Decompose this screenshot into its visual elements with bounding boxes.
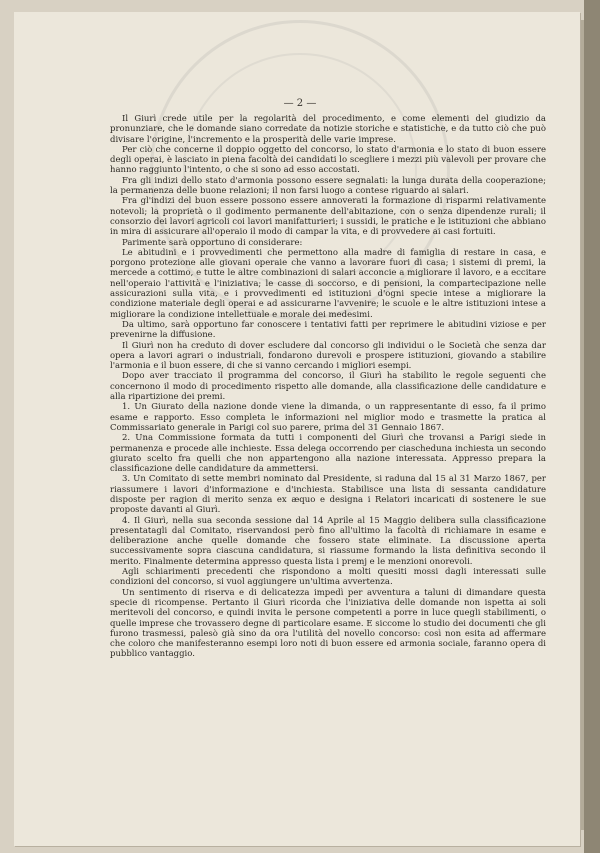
paragraph: 1. Un Giurato della nazione donde viene la dimanda, o un rappresentante di esso, fa il primo esame e rapporto. Esso completa le informazioni nel miglior modo e trasmette la pratica al Commissariato generale in Parigi col suo parere, prima del 31 Gennaio 1867. [110,402,546,433]
paragraph: Parimente sarà opportuno di considerare: [122,237,303,248]
paragraph: Agli schiarimenti precedenti che rispondono a molti quesiti mossi dagli interessati sulle condizioni del concorso, si vuol aggiungere un'ultima avvertenza. [110,567,546,588]
paragraph: 4. Il Giurì, nella sua seconda sessione dal 14 Aprile al 15 Maggio delibera sulla classificazione presentatagli dal Comitato, riservandosi però fino all'ultimo la facoltà di richiamare in esame e deliberazione anche quelle domande che fossero state eliminate. La discussione aperta successivamente sopra ciascuna candidatura, si riassume formando la lista definitiva secondo il merito. Finalmente determina appresso questa lista i premj e le menzioni onorevoli. [110,515,546,567]
paragraph: 2. Una Commissione formata da tutti i componenti del Giurì che trovansi a Parigi siede in permanenza e procede alle inchieste. Essa delega occorrendo per ciascheduna inchiesta un secondo giurato scelto fra quelli che non appartengono alla nazione interessata. Appresso prepara la classificazione delle candidature da ammettersi. [110,433,546,475]
page-number: — 2 — [283,98,317,109]
paragraph: Dopo aver tracciato il programma del concorso, il Giurì ha stabilito le regole seguenti che concernono il modo di procedimento rispetto alle domande, alla classificazione delle candidature e alla ripartizione dei premi. [110,371,546,403]
paragraph: Da ultimo, sarà opportuno far conoscere i tentativi fatti per reprimere le abitudini viziose e per prevenirne la diffusione. [110,319,546,341]
paragraph: Per ciò che concerne il doppio oggetto del concorso, lo stato d'armonia e lo stato di buon essere degli operai, è lasciato in piena facoltà dei candidati lo scegliere i mezzi più valevoli per provare che hanno raggiunto l'intento, o che si sono ad esso accostati. [110,144,546,176]
body-text [110,114,546,660]
paragraph: Fra gli indizi dello stato d'armonia possono essere segnalati: la lunga durata della cooperazione; la permanenza delle buone relazioni; il non farsi luogo a contese riguardo ai salari. [110,175,546,197]
paragraph: Le abitudini e i provvedimenti che permettono alla madre di famiglia di restare in casa, e porgono protezione alle giovani operaie che vanno a lavorare fuori di casa; i sistemi di premi, la mercede a cottimo, e tutte le altre combinazioni di salari acconcie a migliorare il lavoro, e a eccitare nell'operaio l'attività e l'iniziativa; le casse di soccorso, e di pensioni, la compartecipazione nelle assicurazioni sulla vita, e i provvedimenti ed istituzioni d'ogni specie intese a migliorare la condizione materiale degli operai e ad assicurarne l'avvenire; le scuole e le altre istituzioni intese a migliorare la condizione intellettuale e morale dei medesimi. [110,247,546,320]
paragraph: Un sentimento di riserva e di delicatezza impedì per avventura a taluni di dimandare questa specie di ricompense. Pertanto il Giurì ricorda che l'iniziativa delle domande non ispetta ai soli meritevoli del concorso, e quindi invita le persone competenti a porre in luce quegli stabilimenti, o quelle imprese che trovassero degne di particolare esame. E siccome lo studio dei documenti che gli furono trasmessi, palesò già sino da ora l'utilità del novello concorso: così non esita ad affermare che coloro che manifesteranno esempi loro noti di buon essere ed armonia sociale, faranno opera di pubblico vantaggio. [110,587,546,660]
paragraph: 3. Un Comitato di sette membri nominato dal Presidente, si raduna dal 15 al 31 Marzo 1867, per riassumere i lavori d'informazione e d'inchiesta. Stabilisce una lista di sessanta candidature disposte per ragion di merito senza ex æquo e designa i Relatori incaricati di sostenere le sue proposte davanti al Giurì. [110,474,546,516]
book-binding [584,0,600,853]
page-edge [580,20,584,830]
paragraph: Il Giurì crede utile per la regolarità del procedimento, e come elementi del giudizio da pronunziare, che le domande siano corredate da notizie storiche e statistiche, e da tutto ciò che può divisare l'origine, l'incremento e la prosperità delle varie imprese. [110,114,546,145]
paragraph: Il Giurì non ha creduto di dover escludere dal concorso gli individui o le Società che senza dar opera a lavori agrari o industriali, fondarono durevoli e prospere istituzioni, giovando a stabilire l'armonia e il buon essere, di che si vanno cercando i migliori esempi. [110,340,546,372]
paragraph: Fra gl'indizi del buon essere possono essere annoverati la formazione di risparmi relativamente notevoli; la proprietà o il godimento permanente dell'abitazione, con o senza dipendenze rurali; il consorzio dei lavori agricoli coi lavori manifatturieri; i sussidi, le pratiche e le istituzioni che abbiano in mira di assicurare all'operaio il modo di campar la vita, e di provvedere ai casi fortuiti. [110,196,546,238]
